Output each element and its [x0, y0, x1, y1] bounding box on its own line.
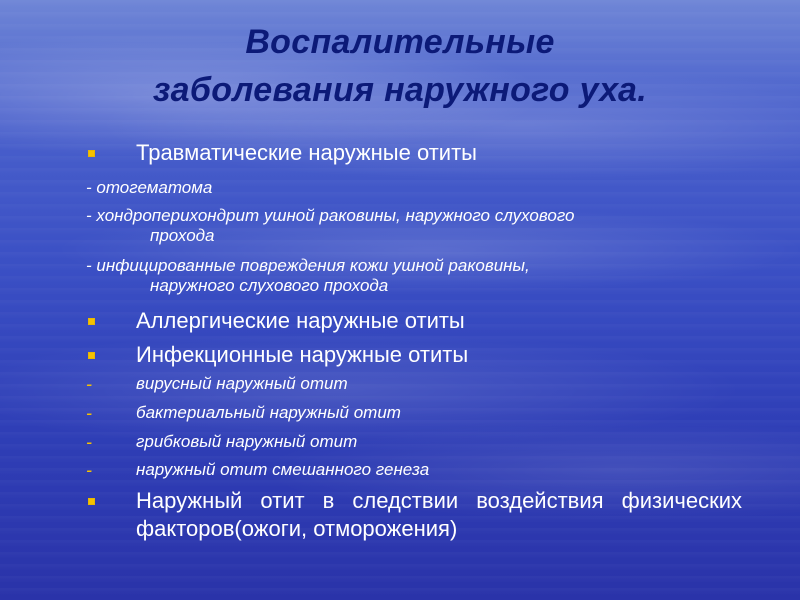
bullet-square — [88, 318, 95, 325]
bullet-square — [88, 498, 95, 505]
title-line-1: Воспалительные — [245, 23, 555, 61]
sub-mixed: наружный отит смешанного генеза — [136, 460, 430, 479]
sub-fungal: грибковый наружный отит — [136, 432, 358, 451]
bullet-square — [88, 352, 95, 359]
sub-infected-injuries-line2: наружного слухового прохода — [150, 276, 389, 295]
item-infectious: Инфекционные наружные отиты — [136, 342, 469, 367]
item-traumatic: Травматические наружные отиты — [136, 140, 477, 165]
dash-marker: - — [86, 432, 92, 452]
item-allergic: Аллергические наружные отиты — [136, 308, 465, 333]
bullet-square — [88, 150, 95, 157]
dash-marker: - — [86, 403, 92, 423]
sub-chondroperichondritis-line2: прохода — [150, 226, 215, 245]
title-line-2: заболевания наружного уха. — [153, 71, 647, 109]
slide-title — [0, 18, 800, 114]
dash-marker: - — [86, 460, 92, 480]
dash-marker: - — [86, 374, 92, 394]
sub-chondroperichondritis-line1: - хондроперихондрит ушной раковины, наружного слухового — [86, 206, 575, 225]
item-physical-factors: Наружный отит в следствии воздействия физических факторов(ожоги, отморожения) — [136, 488, 742, 541]
sub-viral: вирусный наружный отит — [136, 374, 348, 393]
sub-bacterial: бактериальный наружный отит — [136, 403, 401, 422]
sub-otogematoma: - отогематома — [86, 178, 213, 197]
sub-infected-injuries-line1: - инфицированные повреждения кожи ушной раковины, — [86, 256, 530, 275]
